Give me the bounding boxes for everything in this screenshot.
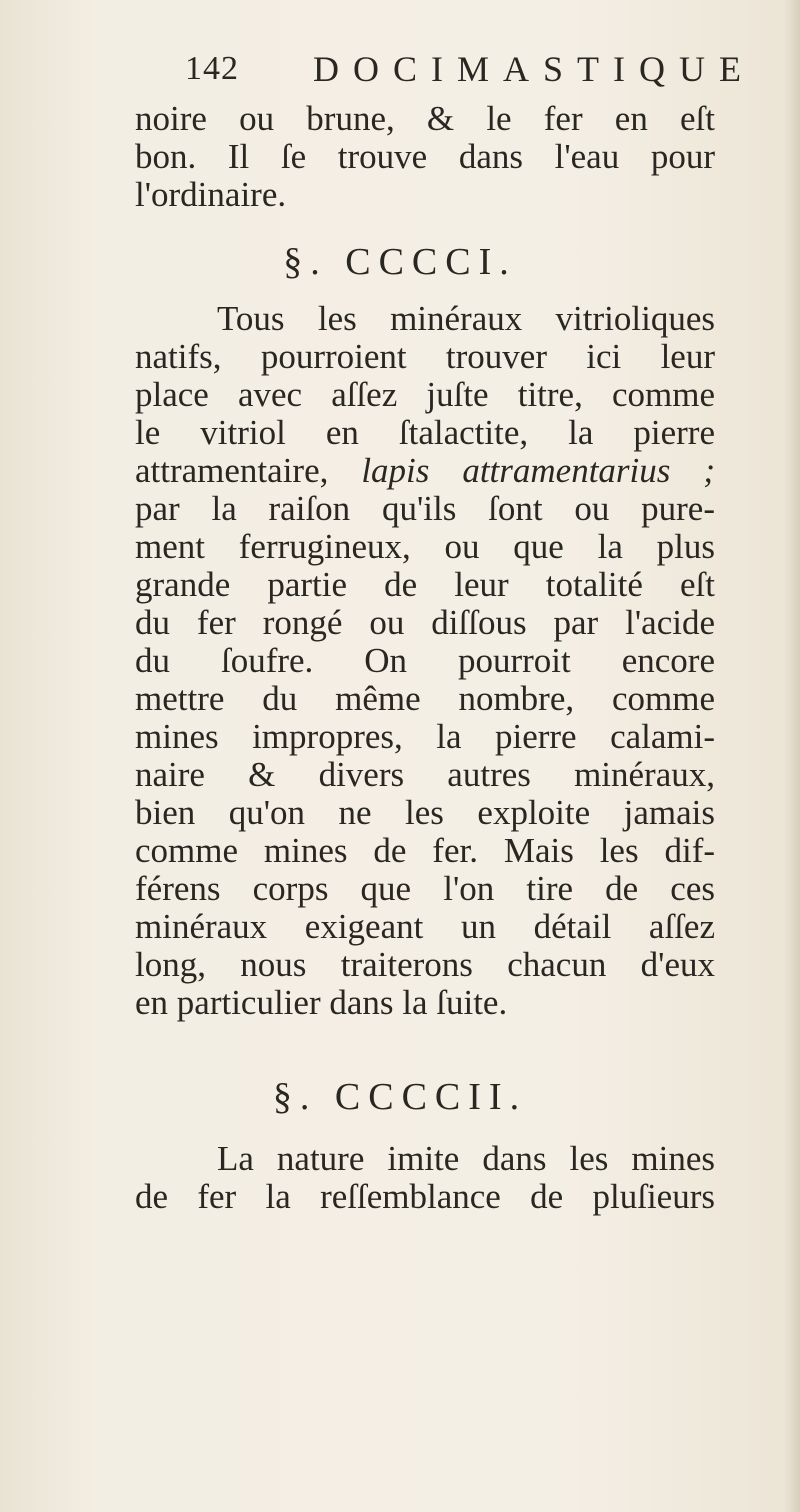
text-line: La nature imite dans les mines	[217, 1139, 715, 1178]
section-heading-ccccii: §. CCCCII.	[272, 1076, 528, 1118]
page-edge-shadow	[784, 0, 800, 1512]
text-line: bon. Il ſe trouve dans l'eau pour	[135, 137, 715, 176]
text-line: grande partie de leur totalité eſt	[135, 565, 715, 604]
text-line: comme mines de fer. Mais les dif-	[135, 831, 715, 870]
text-line: férens corps que l'on tire de ces	[135, 869, 715, 908]
latin-term: lapis attramentarius ;	[361, 451, 716, 490]
text-line: naire & divers autres minéraux,	[135, 755, 715, 794]
text-line: du ſoufre. On pourroit encore	[135, 641, 715, 680]
page-number: 142	[185, 50, 239, 87]
text-line: minéraux exigeant un détail aſſez	[135, 907, 715, 946]
text-line: mettre du même nombre, comme	[135, 679, 715, 718]
text-line: du fer rongé ou diſſous par l'acide	[135, 603, 715, 642]
text-line: bien qu'on ne les exploite jamais	[135, 793, 715, 832]
text-line-with-latin	[135, 452, 715, 490]
text-line: long, nous traiterons chacun d'eux	[135, 945, 715, 984]
text-line: ment ferrugineux, ou que la plus	[135, 527, 715, 566]
section-cccci-paragraph	[135, 300, 715, 1022]
running-head	[185, 48, 755, 98]
text-line: Tous les minéraux vitrioliques	[217, 299, 715, 338]
text-line: mines impropres, la pierre calami-	[135, 717, 715, 756]
text-line: en particulier dans la ſuite.	[135, 983, 508, 1022]
text-line: le vitriol en ſtalactite, la pierre	[135, 413, 715, 452]
text-line: l'ordinaire.	[135, 175, 287, 214]
section-ccccii-paragraph	[135, 1140, 715, 1216]
text-line: par la raiſon qu'ils ſont ou pure-	[135, 489, 715, 528]
running-title: DOCIMASTIQUE	[313, 49, 755, 89]
text-line: natifs, pourroient trouver ici leur	[135, 337, 715, 376]
text-line: de fer la reſſemblance de pluſieurs	[135, 1177, 715, 1216]
text-segment: attramentaire,	[135, 451, 362, 490]
section-heading-cccci: §. CCCCI.	[283, 241, 517, 283]
text-line: noire ou brune, & le fer en eſt	[135, 99, 715, 138]
intro-paragraph	[135, 100, 715, 214]
text-line: place avec aſſez juſte titre, comme	[135, 375, 715, 414]
